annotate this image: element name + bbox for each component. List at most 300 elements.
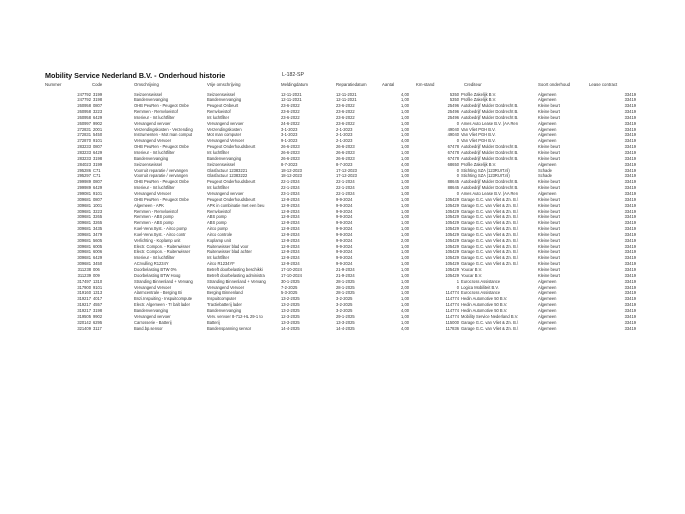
cell-reparatiedatum: 12-11-2021	[336, 91, 357, 97]
cell-crediteur: Garage G.C. van Vliet & Zn. B.\	[461, 214, 519, 220]
cell-reparatiedatum: 21-9-2024	[336, 272, 355, 278]
cell-soort-onderhoud: Kleine beurt	[538, 231, 560, 237]
cell-code: C71	[93, 167, 101, 173]
cell-lease-contract: 33419	[624, 290, 636, 296]
cell-crediteur: Autobedrijf Mulder Dordrecht B.	[461, 103, 519, 109]
cell-omschrijving: Interieur - Int luchtfilter	[134, 114, 175, 120]
cell-soort-onderhoud: Algemeen	[538, 190, 557, 196]
cell-soort-onderhoud: Algemeen	[538, 132, 557, 138]
cell-km-stand: 117836	[445, 325, 459, 331]
cell-meldingdatum: 17-10-2024	[281, 272, 302, 278]
cell-reparatiedatum: 17-12-2023	[336, 173, 357, 179]
cell-reparatiedatum: 9-9-2024	[336, 249, 353, 255]
cell-nummer: 309681	[77, 231, 91, 237]
cell-code: 3117	[93, 325, 102, 331]
cell-vrije-omschrijving: Verzendingskosten	[207, 126, 242, 132]
cell-lease-contract: 33419	[624, 155, 636, 161]
cell-km-stand: 115000	[445, 319, 459, 325]
cell-nummer: 319217	[77, 307, 91, 313]
cell-nummer: 260997	[77, 120, 91, 126]
cell-meldingdatum: 12-9-2024	[281, 237, 300, 243]
cell-vrije-omschrijving: Verv. vervoer 8-712-HL 29-1 to	[207, 313, 263, 319]
cell-meldingdatum: 18-12-2023	[281, 173, 302, 179]
cell-crediteur: Logica Mobiliteit B.V.	[461, 284, 499, 290]
cell-code: C71	[93, 173, 101, 179]
cell-soort-onderhoud: Kleine beurt	[538, 243, 560, 249]
cell-km-stand: 67478	[447, 144, 459, 150]
cell-reparatiedatum: 22-1-2024	[336, 185, 355, 191]
cell-omschrijving: Vervangend Vervoer	[134, 138, 172, 144]
cell-crediteur: Ames Auto Lease B.V. (AA Ren	[461, 190, 518, 196]
cell-reparatiedatum: 26-6-2023	[336, 144, 355, 150]
cell-nummer: 299989	[77, 185, 91, 191]
cell-omschrijving: Band.bp.sensor	[134, 325, 163, 331]
cell-nummer: 284023	[77, 161, 91, 167]
col-header-lease-contract: Lease contract	[589, 82, 618, 87]
cell-soort-onderhoud: Kleine beurt	[538, 144, 560, 150]
cell-reparatiedatum: 2-1-2023	[336, 126, 353, 132]
cell-soort-onderhoud: Kleine beurt	[538, 267, 560, 272]
cell-code: 6006	[93, 249, 103, 255]
cell-nummer: 295286	[77, 167, 91, 173]
cell-km-stand: 105429	[445, 261, 459, 267]
cell-soort-onderhoud: Kleine beurt	[538, 249, 560, 255]
cell-aantal: 1,00	[401, 261, 409, 267]
cell-lease-contract: 33419	[624, 255, 636, 261]
cell-omschrijving: Seizoenswissel	[134, 161, 162, 167]
cell-nummer: 309681	[77, 261, 91, 267]
cell-soort-onderhoud: Schade	[538, 167, 552, 173]
cell-crediteur: Autobedrijf Mulder Dordrecht B.	[461, 150, 519, 155]
col-header-omschrijving: Omschrijving	[134, 82, 159, 87]
cell-km-stand: 105429	[445, 220, 459, 226]
cell-code: 6005	[93, 243, 103, 249]
cell-crediteur: Garage G.C. van Vliet & Zn. B.\	[461, 237, 519, 243]
cell-lease-contract: 33419	[624, 173, 636, 179]
cell-code: 5605	[93, 237, 103, 243]
cell-soort-onderhoud: Algemeen	[538, 296, 557, 302]
cell-meldingdatum: 9-1-2023	[281, 138, 298, 144]
cell-code: 6295	[93, 319, 103, 325]
cell-vrije-omschrijving: Vervangend vervoer	[207, 120, 244, 126]
cell-nummer: 321409	[77, 325, 91, 331]
cell-meldingdatum: 12-9-2024	[281, 226, 300, 232]
cell-code: 6429	[93, 255, 103, 261]
cell-code: 1310	[93, 278, 103, 284]
cell-nummer: 247792	[77, 91, 91, 97]
cell-crediteur: Autobedrijf Mulder Dordrecht B.	[461, 144, 519, 150]
col-header-crediteur: Crediteur	[464, 82, 482, 87]
cell-aantal: 1,00	[401, 126, 409, 132]
cell-reparatiedatum: 14-4-2025	[336, 325, 355, 331]
cell-soort-onderhoud: Kleine beurt	[538, 226, 560, 232]
cell-meldingdatum: 22-1-2024	[281, 185, 300, 191]
cell-km-stand: 105429	[445, 214, 459, 220]
cell-vrije-omschrijving: Int luchtfilter	[207, 255, 230, 261]
cell-crediteur: Profile Zakelijk B.V.	[461, 161, 497, 167]
cell-soort-onderhoud: Algemeen	[538, 284, 557, 290]
cell-reparatiedatum: 8-7-2023	[336, 161, 353, 167]
cell-reparatiedatum: 26-6-2023	[336, 155, 355, 161]
cell-nummer: 317497	[77, 278, 91, 284]
cell-lease-contract: 33419	[624, 126, 636, 132]
cell-nummer: 260958	[77, 114, 91, 120]
cell-code: 1001	[93, 202, 103, 208]
cell-km-stand: 88645	[447, 185, 459, 191]
cell-code: 009	[93, 272, 100, 278]
cell-reparatiedatum: 23-6-2022	[336, 120, 355, 126]
cell-lease-contract: 33419	[624, 226, 636, 232]
cell-nummer: 317900	[77, 284, 91, 290]
cell-aantal: 4,00	[401, 307, 409, 313]
cell-crediteur: Youcar B.V.	[461, 272, 483, 278]
cell-omschrijving: Seizoenswissel	[134, 91, 162, 97]
cell-code: 2001	[93, 126, 103, 132]
cell-code: 006	[93, 267, 100, 272]
cell-soort-onderhoud: Kleine beurt	[538, 150, 560, 155]
cell-aantal: 1,00	[401, 114, 409, 120]
cell-crediteur: Autobedrijf Mulder Dordrecht B.	[461, 179, 519, 185]
cell-vrije-omschrijving: Inspuitcomputer	[207, 296, 237, 302]
cell-meldingdatum: 12-9-2024	[281, 202, 300, 208]
cell-crediteur: Garage G.C. van Vliet & Zn. B.\	[461, 255, 519, 261]
cell-code: 9101	[93, 138, 103, 144]
cell-nummer: 309681	[77, 196, 91, 202]
cell-km-stand: 49040	[447, 126, 459, 132]
cell-crediteur: Garage G.C. van Vliet & Zn. B.\	[461, 231, 519, 237]
cell-lease-contract: 33419	[624, 307, 636, 313]
cell-code: 3198	[93, 155, 103, 161]
cell-aantal: 2,00	[401, 284, 409, 290]
cell-crediteur: Autobedrijf Mulder Dordrecht B.	[461, 114, 519, 120]
cell-crediteur: Garage G.C. van Vliet & Zn. B.\	[461, 208, 519, 214]
cell-soort-onderhoud: Kleine beurt	[538, 237, 560, 243]
cell-aantal: 1,00	[401, 278, 409, 284]
cell-reparatiedatum: 9-9-2024	[336, 214, 353, 220]
cell-soort-onderhoud: Kleine beurt	[538, 109, 560, 115]
cell-reparatiedatum: 26-6-2023	[336, 150, 355, 155]
cell-lease-contract: 33419	[624, 325, 636, 331]
cell-lease-contract: 33419	[624, 267, 636, 272]
cell-code: 3198	[93, 97, 103, 103]
cell-crediteur: Hedin Automotive 50 B.V.	[461, 302, 508, 308]
cell-omschrijving: OHB PeuRen - Peugeot Onbe	[134, 144, 189, 150]
cell-vrije-omschrijving: Ruitenwisser blad achter	[207, 249, 252, 255]
cell-lease-contract: 33419	[624, 138, 636, 144]
cell-reparatiedatum: 9-9-2024	[336, 202, 353, 208]
cell-reparatiedatum: 23-6-2022	[336, 114, 355, 120]
cell-lease-contract: 33419	[624, 161, 636, 167]
cell-meldingdatum: 12-9-2024	[281, 196, 300, 202]
table-row	[0, 326, 685, 332]
cell-km-stand: 114774	[445, 296, 459, 302]
cell-nummer: 319505	[77, 313, 91, 319]
cell-lease-contract: 33419	[624, 91, 636, 97]
cell-soort-onderhoud: Kleine beurt	[538, 155, 560, 161]
cell-lease-contract: 33419	[624, 319, 636, 325]
cell-meldingdatum: 30-1-2025	[281, 278, 300, 284]
cell-code: 3199	[93, 161, 103, 167]
cell-km-stand: 105429	[445, 243, 459, 249]
cell-aantal: 2,00	[401, 237, 409, 243]
cell-code: 0807	[93, 144, 103, 150]
cell-reparatiedatum: 22-1-2024	[336, 190, 355, 196]
cell-vrije-omschrijving: Remvloeistof	[207, 208, 231, 214]
cell-meldingdatum: 18-12-2023	[281, 167, 302, 173]
cell-soort-onderhoud: Algemeen	[538, 97, 557, 103]
cell-omschrijving: Bandenvervanging	[134, 307, 169, 313]
cell-crediteur: Garage G.C. van Vliet & Zn. B.\	[461, 249, 519, 255]
cell-code: 5450	[93, 132, 103, 138]
cell-vrije-omschrijving: ABS pomp	[207, 214, 227, 220]
cell-reparatiedatum: 29-1-2025	[336, 313, 355, 319]
cell-vrije-omschrijving: Peugeot Onbeurt	[207, 103, 239, 109]
cell-omschrijving: Doorbelasting BTW 0%	[134, 267, 177, 272]
cell-aantal: 1,00	[401, 319, 409, 325]
cell-km-stand: 0	[456, 173, 459, 179]
cell-vrije-omschrijving: Int luchtfilter	[207, 150, 230, 155]
cell-meldingdatum: 14-4-2025	[281, 325, 300, 331]
cell-soort-onderhoud: Algemeen	[538, 307, 557, 313]
cell-lease-contract: 33419	[624, 237, 636, 243]
cell-soort-onderhoud: Algemeen	[538, 161, 557, 167]
cell-km-stand: 0	[456, 138, 459, 144]
cell-aantal: 1,00	[401, 226, 409, 232]
cell-meldingdatum: 23-6-2022	[281, 109, 300, 115]
cell-code: 4017	[93, 296, 103, 302]
cell-soort-onderhoud: Kleine beurt	[538, 272, 560, 278]
cell-code: 6429	[93, 150, 103, 155]
cell-omschrijving: Voorruit reparatie / vervangen	[134, 173, 188, 179]
cell-km-stand: 88645	[447, 179, 459, 185]
cell-crediteur: Van Vliet PGH B.V.	[461, 138, 496, 144]
cell-meldingdatum: 3-1-2023	[281, 132, 298, 138]
cell-crediteur: Van Vliet PGH B.V.	[461, 132, 496, 138]
cell-omschrijving: Bnzi.Inspuiting - Inspuitcompute	[134, 296, 193, 302]
cell-vrije-omschrijving: Airco R1234YF	[207, 261, 235, 267]
cell-meldingdatum: 13-2-2025	[281, 302, 300, 308]
cell-vrije-omschrijving: Peugeot Onderhoudsbeurt	[207, 179, 256, 185]
cell-nummer: 309681	[77, 226, 91, 232]
cell-aantal: 1,00	[401, 97, 409, 103]
cell-km-stand: 5350	[449, 97, 459, 103]
cell-km-stand: 114774	[445, 307, 459, 313]
cell-lease-contract: 33419	[624, 272, 636, 278]
cell-meldingdatum: 5-3-2025	[281, 290, 298, 296]
cell-lease-contract: 33419	[624, 109, 636, 115]
cell-reparatiedatum: 17-12-2023	[336, 167, 357, 173]
cell-meldingdatum: 12-3-2025	[281, 313, 300, 319]
cell-omschrijving: Remmen - Remvloeistof	[134, 208, 178, 214]
cell-code: 9101	[93, 190, 103, 196]
cell-aantal: 1,00	[401, 179, 409, 185]
cell-meldingdatum: 12-9-2024	[281, 261, 300, 267]
cell-lease-contract: 33419	[624, 132, 636, 138]
cell-reparatiedatum: 9-9-2024	[336, 208, 353, 214]
cell-aantal: 4,00	[401, 161, 409, 167]
cell-nummer: 260958	[77, 109, 91, 115]
cell-aantal: 1,00	[401, 120, 409, 126]
cell-vrije-omschrijving: Glasfactuur 12383221	[207, 167, 248, 173]
cell-lease-contract: 33419	[624, 302, 636, 308]
cell-lease-contract: 33419	[624, 278, 636, 284]
cell-nummer: 309681	[77, 202, 91, 208]
document-title: Mobility Service Nederland B.V. - Onderhoud historie	[45, 71, 226, 80]
cell-aantal: 4,00	[401, 138, 409, 144]
cell-omschrijving: Electr. Algemeen - Tr balt lader	[134, 302, 190, 308]
cell-vrije-omschrijving: APK in combinatie met een beu	[207, 202, 265, 208]
cell-omschrijving: Vervangend vervoer	[134, 120, 171, 126]
cell-aantal: 1,00	[401, 243, 409, 249]
cell-omschrijving: OHB PeuRen - Peugeot Onbe	[134, 179, 189, 185]
cell-aantal: 4,00	[401, 91, 409, 97]
cell-nummer: 299081	[77, 190, 91, 196]
cell-crediteur: Eurocross Assistance	[461, 290, 501, 296]
cell-reparatiedatum: 3-2-2025	[336, 296, 353, 302]
cell-km-stand: 114774	[445, 290, 459, 296]
cell-vrije-omschrijving: Batterij	[207, 319, 220, 325]
cell-reparatiedatum: 28-1-2025	[336, 284, 355, 290]
cell-omschrijving: Verzendingskosten - Verzending	[134, 126, 193, 132]
cell-nummer: 309681	[77, 214, 91, 220]
cell-vrije-omschrijving: Int luchtfilter	[207, 114, 230, 120]
cell-code: 3198	[93, 307, 103, 313]
cell-soort-onderhoud: Kleine beurt	[538, 179, 560, 185]
cell-nummer: 319160	[77, 290, 91, 296]
cell-soort-onderhoud: Algemeen	[538, 91, 557, 97]
cell-km-stand: 105429	[445, 267, 459, 272]
cell-meldingdatum: 12-9-2024	[281, 255, 300, 261]
cell-crediteur: Garage G.C. van Vliet & Zn. B.\	[461, 261, 519, 267]
cell-aantal: 1,00	[401, 167, 409, 173]
cell-reparatiedatum: 3-2-2025	[336, 307, 353, 313]
cell-nummer: 283233	[77, 144, 91, 150]
cell-meldingdatum: 12-11-2021	[281, 91, 302, 97]
cell-km-stand: 67478	[447, 150, 459, 155]
cell-km-stand: 105429	[445, 202, 459, 208]
cell-omschrijving: Vervangend Vervoer	[134, 284, 172, 290]
cell-code: 4557	[93, 302, 103, 308]
cell-aantal: 1,00	[401, 150, 409, 155]
cell-meldingdatum: 13-2-2025	[281, 307, 300, 313]
cell-crediteur: Autobedrijf Mulder Dordrecht B.	[461, 155, 519, 161]
cell-aantal: 1,00	[401, 272, 409, 278]
cell-omschrijving: Stranding Binnenland + Vervang	[134, 278, 193, 284]
cell-lease-contract: 33419	[624, 214, 636, 220]
cell-soort-onderhoud: Algemeen	[538, 302, 557, 308]
cell-code: 3265	[93, 214, 103, 220]
cell-crediteur: Hedin Automotive 50 B.V.	[461, 307, 508, 313]
cell-code: 0807	[93, 103, 103, 109]
cell-km-stand: 105429	[445, 255, 459, 261]
cell-omschrijving: Interieur - Int luchtfilter	[134, 255, 175, 261]
cell-nummer: 295297	[77, 173, 91, 179]
cell-code: 3435	[93, 226, 103, 232]
cell-km-stand: 49040	[447, 132, 459, 138]
cell-km-stand: 105429	[445, 196, 459, 202]
cell-code: 3450	[93, 261, 103, 267]
cell-nummer: 309681	[77, 208, 91, 214]
cell-omschrijving: OHB PeuRen - Peugeot Onbe	[134, 103, 189, 109]
cell-reparatiedatum: 12-11-2021	[336, 97, 357, 103]
cell-km-stand: 105429	[445, 208, 459, 214]
cell-vrije-omschrijving: Bandenspanning sensor	[207, 325, 252, 331]
cell-reparatiedatum: 3-2-2025	[336, 302, 353, 308]
cell-nummer: 311239	[77, 272, 91, 278]
cell-aantal: 1,00	[401, 313, 409, 319]
cell-reparatiedatum: 9-9-2024	[336, 220, 353, 226]
cell-crediteur: Garage G.C. van Vliet & Zn. B.\	[461, 220, 519, 226]
cell-soort-onderhoud: Kleine beurt	[538, 103, 560, 109]
cell-crediteur: Youcar B.V.	[461, 267, 483, 272]
cell-reparatiedatum: 22-1-2024	[336, 179, 355, 185]
cell-code: 3199	[93, 91, 103, 97]
cell-aantal: 1,00	[401, 196, 409, 202]
cell-reparatiedatum: 2-1-2023	[336, 138, 353, 144]
cell-omschrijving: Verlichting - Koplamp unit	[134, 237, 181, 243]
cell-km-stand: 114774	[445, 313, 459, 319]
cell-meldingdatum: 24-6-2022	[281, 120, 300, 126]
cell-omschrijving: Koel-Verw.Syst. - Airco pomp	[134, 226, 187, 232]
cell-meldingdatum: 7-2-2025	[281, 284, 298, 290]
cell-vrije-omschrijving: Vervangend Vervoer	[207, 138, 245, 144]
cell-vrije-omschrijving: Glasfactuur 12383222	[207, 173, 248, 179]
cell-soort-onderhoud: Kleine beurt	[538, 185, 560, 191]
cell-km-stand: 114774	[445, 302, 459, 308]
cell-meldingdatum: 12-9-2024	[281, 208, 300, 214]
cell-meldingdatum: 12-9-2024	[281, 243, 300, 249]
cell-reparatiedatum: 2-1-2023	[336, 132, 353, 138]
col-header-meldingdatum: Meldingdatum	[281, 82, 308, 87]
col-header-nummer: Nummer	[45, 82, 62, 87]
cell-omschrijving: Remmen - ABS pomp	[134, 214, 174, 220]
cell-vrije-omschrijving: Vervangend Vervoer	[207, 284, 245, 290]
cell-soort-onderhoud: Kleine beurt	[538, 220, 560, 226]
col-header-aantal: Aantal	[382, 82, 395, 87]
cell-crediteur: Hedin Automotive 50 B.V.	[461, 296, 508, 302]
cell-code: 9101	[93, 284, 103, 290]
cell-omschrijving: Vervangend vervoer	[134, 313, 171, 319]
cell-vrije-omschrijving: Betreft doorbelasting beschikki	[207, 267, 263, 272]
cell-km-stand: 105429	[445, 226, 459, 232]
document-reference: L-182-SP	[282, 72, 304, 78]
cell-soort-onderhoud: Kleine beurt	[538, 114, 560, 120]
cell-omschrijving: Remmen - ABS pomp	[134, 220, 174, 226]
cell-soort-onderhoud: Algemeen	[538, 278, 557, 284]
cell-vrije-omschrijving: Peugeot Onderhoudsbeurt	[207, 196, 256, 202]
cell-aantal: 1,00	[401, 255, 409, 261]
cell-crediteur: Mobility Service Nederland B.V.	[461, 313, 519, 319]
cell-nummer: 309681	[77, 249, 91, 255]
cell-nummer: 309681	[77, 237, 91, 243]
cell-soort-onderhoud: Kleine beurt	[538, 214, 560, 220]
cell-omschrijving: Doorbelasting BTW Hoog	[134, 272, 181, 278]
cell-km-stand: 1	[456, 278, 459, 284]
cell-omschrijving: Bandenvervanging	[134, 97, 169, 103]
cell-nummer: 272870	[77, 138, 91, 144]
cell-soort-onderhoud: Schade	[538, 173, 552, 179]
cell-aantal: 1,00	[401, 214, 409, 220]
cell-aantal: 1,00	[401, 202, 409, 208]
cell-lease-contract: 33419	[624, 313, 636, 319]
cell-crediteur: Garage G.C. van Vliet & Zn. B.\	[461, 196, 519, 202]
cell-nummer: 260958	[77, 103, 91, 109]
cell-crediteur: Stichting SZA (123RUIT.nl)	[461, 173, 510, 179]
cell-vrije-omschrijving: ABS pomp	[207, 220, 227, 226]
cell-km-stand: 105429	[445, 231, 459, 237]
cell-meldingdatum: 13-2-2025	[281, 296, 300, 302]
cell-reparatiedatum: 9-9-2024	[336, 243, 353, 249]
